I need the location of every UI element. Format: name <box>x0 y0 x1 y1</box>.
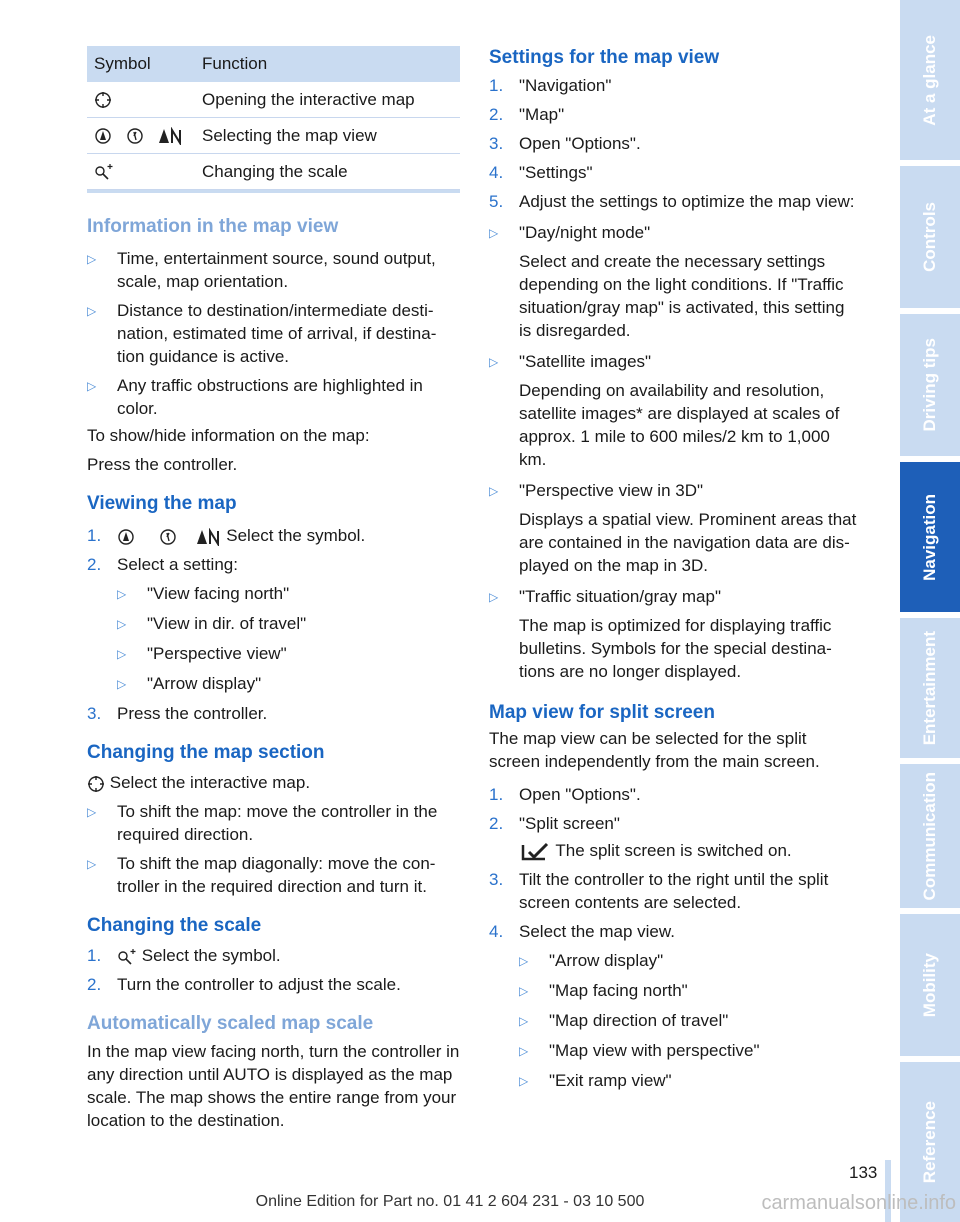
crosshair-icon <box>94 91 112 109</box>
step-item: 4. Select the map view. <box>489 922 675 941</box>
list-item: ▷ Any traffic obstructions are highlighted in color. <box>87 376 423 418</box>
info-text: Press the controller. <box>87 455 238 474</box>
list-item: ▷ To shift the map: move the controller in the required direction. <box>87 802 438 844</box>
watermark: carmanualsonline.info <box>761 1192 956 1214</box>
tab-at-a-glance[interactable]: At a glance <box>900 0 960 160</box>
header-symbol: Symbol <box>94 54 151 73</box>
table-row <box>87 82 460 118</box>
table-cell-function: Selecting the map view <box>202 125 377 145</box>
header-function: Function <box>202 54 268 73</box>
list-item: ▷ To shift the map diagonally: move the con-troller in the required direction and turn it. <box>87 854 436 896</box>
split-intro: The map view can be selected for the split screen independently from the main screen. <box>489 729 820 771</box>
viewing-heading: Viewing the map <box>87 493 237 514</box>
auto-text: In the map view facing north, turn the controller in any direction until AUTO is displayed as the map scale. The map shows the entire range from your location to the destination. <box>87 1042 460 1130</box>
right-column <box>489 0 861 1093</box>
list-item: ▷ "Map direction of travel" <box>519 1011 729 1030</box>
tab-reference[interactable]: Reference <box>900 1062 960 1222</box>
step-item: 1. Select the symbol. <box>87 946 281 965</box>
step-item: 5. Adjust the settings to optimize the map view: <box>489 192 855 211</box>
list-item: ▷ Time, entertainment source, sound output, scale, map orientation. <box>87 249 436 291</box>
step-item: 1. Open "Options". <box>489 785 641 804</box>
list-item: ▷ Distance to destination/intermediate desti-nation, estimated time of arrival, if destina-tion guidance is active. <box>87 301 437 366</box>
arrow-north-icon <box>158 127 184 145</box>
list-item: ▷ "Map view with perspective" <box>519 1041 760 1060</box>
list-item: ▷ "Day/night mode" Select and create the necessary settings depending on the light conditions. If "Traffic situation/gray map" is activated, this setting is disregarded. <box>489 223 845 340</box>
checkmark-icon <box>519 842 551 862</box>
list-item: ▷ "View facing north" <box>117 584 290 603</box>
list-item: ▷ "Map facing north" <box>519 981 688 1000</box>
section-intro: Select the interactive map. <box>87 771 460 794</box>
view-facing-north-icon <box>117 528 135 546</box>
list-item: ▷ "Satellite images" Depending on availability and resolution, satellite images* are displayed at scales of approx. 1 mile to 600 miles/2 km to 1,000 km. <box>489 352 840 469</box>
table-cell-function: Opening the interactive map <box>202 89 415 109</box>
info-text: To show/hide information on the map: <box>87 426 370 445</box>
step-item: 2. Select a setting: <box>87 555 238 574</box>
arrow-north-icon <box>196 528 222 546</box>
list-item: ▷ "View in dir. of travel" <box>117 614 307 633</box>
tab-communication[interactable]: Communication <box>900 764 960 908</box>
crosshair-icon <box>87 775 105 793</box>
section-heading: Changing the map section <box>87 742 325 763</box>
tab-entertainment[interactable]: Entertainment <box>900 618 960 758</box>
symbol-table <box>87 46 460 193</box>
list-item: ▷ "Traffic situation/gray map" The map is optimized for displaying traffic bulletins. Symbols for the special destina-tions are no longer displayed. <box>489 587 832 681</box>
table-row <box>87 154 460 190</box>
view-direction-travel-icon <box>126 127 144 145</box>
tab-navigation[interactable]: Navigation <box>900 462 960 612</box>
split-note: The split screen is switched on. <box>489 839 861 862</box>
step-item: 3. Open "Options". <box>489 134 641 153</box>
tab-mobility[interactable]: Mobility <box>900 914 960 1056</box>
list-item: ▷ "Arrow display" <box>519 951 664 970</box>
step-item: 1. Select the symbol. <box>87 526 366 545</box>
scale-heading: Changing the scale <box>87 915 262 936</box>
table-cell-function: Changing the scale <box>202 161 348 181</box>
zoom-scale-icon <box>117 948 137 966</box>
step-item: 2. Turn the controller to adjust the scale. <box>87 975 401 994</box>
list-item: ▷ "Perspective view in 3D" Displays a spatial view. Prominent areas that are contained in the navigation data are dis-played on the map in 3D. <box>489 481 857 575</box>
info-heading: Information in the map view <box>87 216 339 237</box>
list-item: ▷ "Exit ramp view" <box>519 1071 672 1090</box>
step-item: 1. "Navigation" <box>489 76 612 95</box>
view-facing-north-icon <box>94 127 112 145</box>
tab-driving-tips[interactable]: Driving tips <box>900 314 960 456</box>
view-direction-travel-icon <box>159 528 177 546</box>
chapter-sidebar <box>900 0 960 1222</box>
step-item: 2. "Map" <box>489 105 565 124</box>
table-row <box>87 118 460 154</box>
step-item: 2. "Split screen" <box>489 814 620 833</box>
left-column <box>87 0 460 1132</box>
page-number: 133 <box>849 1163 878 1182</box>
table-header <box>87 46 460 82</box>
step-item: 3. Press the controller. <box>87 704 268 723</box>
zoom-scale-icon <box>94 163 114 181</box>
list-item: ▷ "Perspective view" <box>117 644 287 663</box>
list-item: ▷ "Arrow display" <box>117 674 262 693</box>
settings-heading: Settings for the map view <box>489 47 720 68</box>
footer-text: Online Edition for Part no. 01 41 2 604 231 - 03 10 500 <box>255 1193 645 1210</box>
tab-controls[interactable]: Controls <box>900 166 960 308</box>
split-heading: Map view for split screen <box>489 702 715 723</box>
auto-heading: Automatically scaled map scale <box>87 1013 374 1034</box>
step-item: 4. "Settings" <box>489 163 593 182</box>
step-item: 3. Tilt the controller to the right until the split screen contents are selected. <box>489 870 829 912</box>
